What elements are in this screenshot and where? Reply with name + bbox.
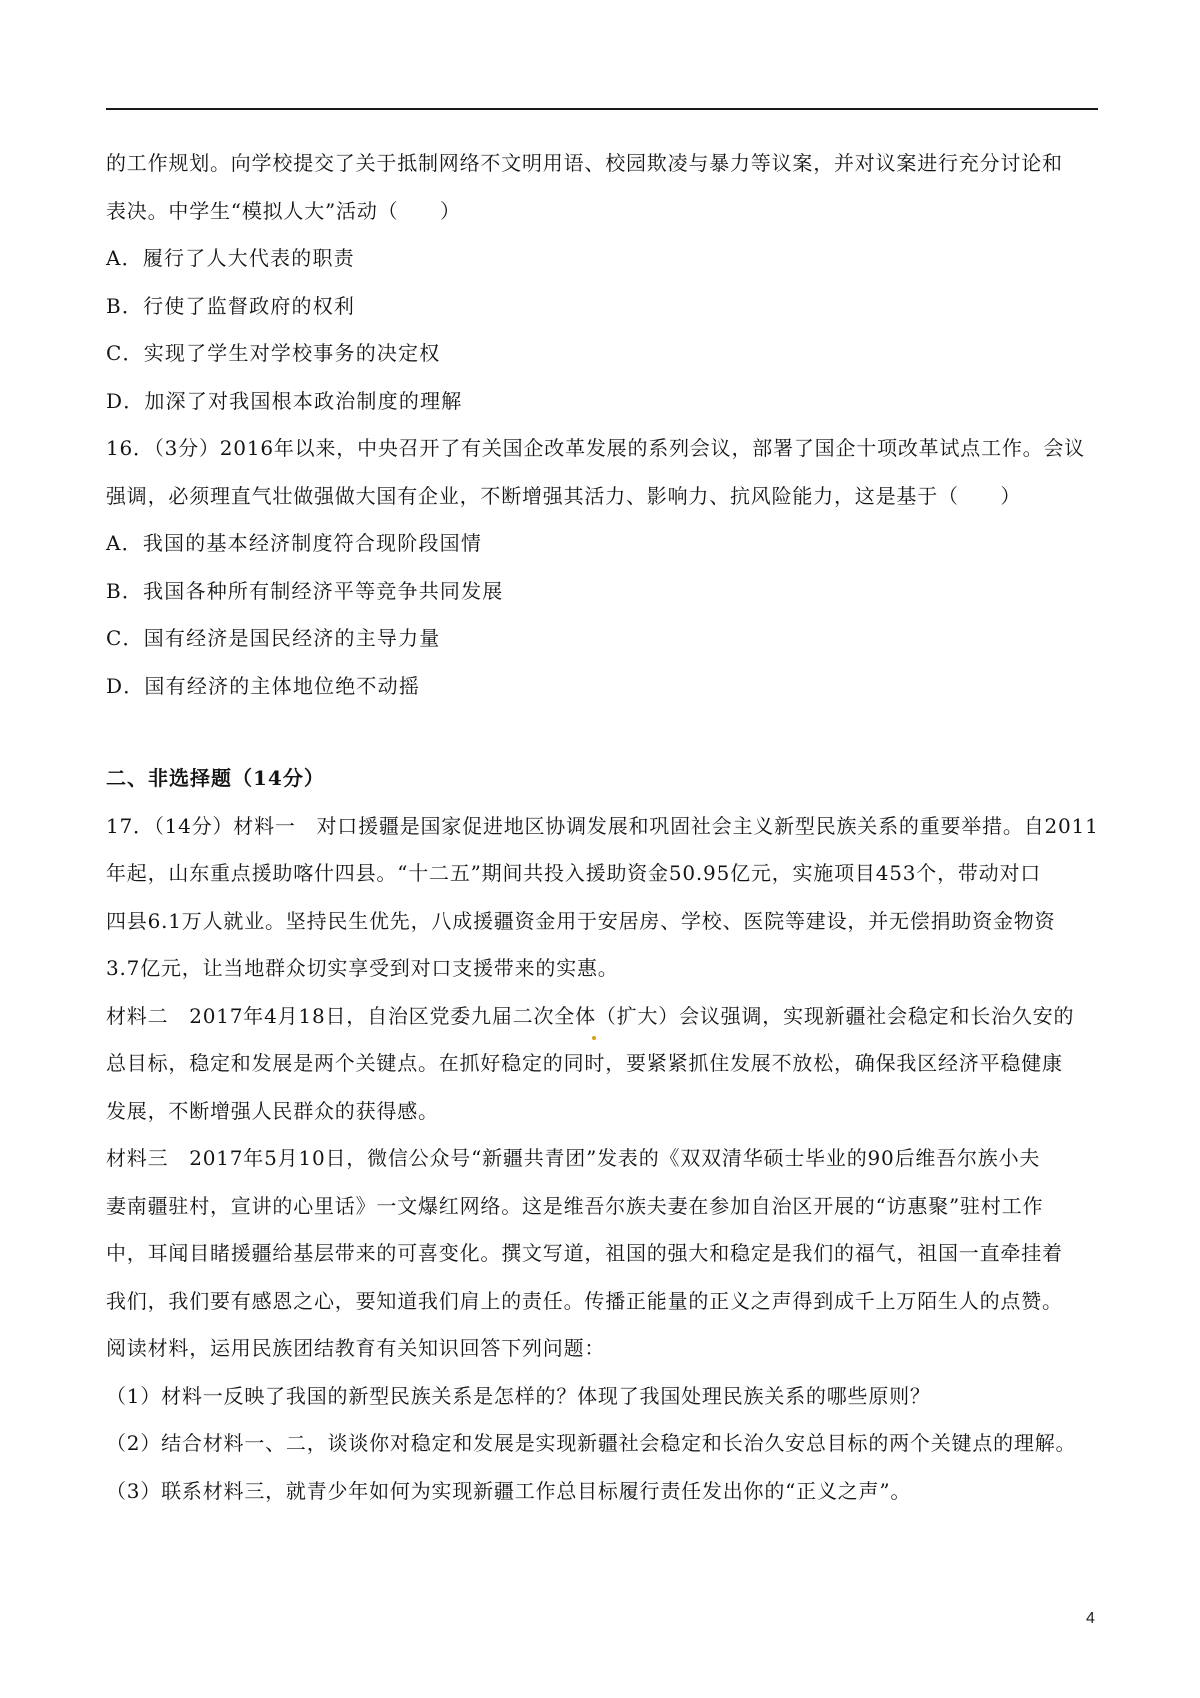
q16-stem-line-1: 16．（3分）2016年以来，中央召开了有关国企改革发展的系列会议，部署了国企十项改革试点工作。会议: [106, 436, 1086, 460]
q17-material2-line-2: 总目标，稳定和发展是两个关键点。在抓好稳定的同时，要紧紧抓住发展不放松，确保我区经济平稳健康: [106, 1051, 1063, 1075]
q15-stem-line-2: 表决。中学生“模拟人大”活动（ ）: [106, 198, 461, 223]
q16-option-c: C．国有经济是国民经济的主导力量: [106, 626, 441, 650]
header-rule: [106, 108, 1098, 110]
q16-option-b: B．我国各种所有制经济平等竞争共同发展: [106, 578, 504, 603]
page-content: [106, 140, 1106, 1515]
section-heading: 二、非选择题（14分）: [106, 766, 325, 790]
q15-stem-line-1: 的工作规划。向学校提交了关于抵制网络不文明用语、校园欺凌与暴力等议案，并对议案进行充分讨论和: [106, 151, 1063, 175]
q15-option-a: A．履行了人大代表的职责: [106, 246, 355, 270]
q17-material1-line-3: 四县6.1万人就业。坚持民生优先，八成援疆资金用于安居房、学校、医院等建设，并无偿捐助资金物资: [106, 908, 1056, 933]
q17-material3-line-3: 中，耳闻目睹援疆给基层带来的可喜变化。撰文写道，祖国的强大和稳定是我们的福气，祖国一直牵挂着: [106, 1241, 1063, 1265]
q17-question-3: （3）联系材料三，就青少年如何为实现新疆工作总目标履行责任发出你的“正义之声”。: [106, 1478, 912, 1503]
q17-material2-line-1: 材料二 2017年4月18日，自治区党委九届二次全体（扩大）会议强调，实现新疆社会稳定和长治久安的: [106, 1003, 1075, 1028]
q17-material2-line-3: 发展，不断增强人民群众的获得感。: [106, 1098, 439, 1123]
q17-material3-line-2: 妻南疆驻村，宣讲的心里话》一文爆红网络。这是维吾尔族夫妻在参加自治区开展的“访惠聚”驻村工作: [106, 1193, 1044, 1218]
q15-option-d: D．加深了对我国根本政治制度的理解: [106, 388, 463, 413]
q17-material1-line-1: 17．（14分）材料一 对口援疆是国家促进地区协调发展和巩固社会主义新型民族关系的重要举措。自2011: [106, 813, 1099, 838]
q15-option-b: B．行使了监督政府的权利: [106, 293, 356, 318]
page-number: 4: [1086, 1610, 1095, 1627]
q17-material1-line-4: 3.7亿元，让当地群众切实享受到对口支援带来的实惠。: [106, 956, 619, 980]
q17-material3-line-4: 我们，我们要有感恩之心，要知道我们肩上的责任。传播正能量的正义之声得到成千上万陌生人的点赞。: [106, 1288, 1063, 1313]
q17-material1-line-2: 年起，山东重点援助喀什四县。“十二五”期间共投入援助资金50.95亿元，实施项目453个，带动对口: [106, 861, 1042, 885]
q16-stem-line-2: 强调，必须理直气壮做强做大国有企业，不断增强其活力、影响力、抗风险能力，这是基于（ ）: [106, 483, 1022, 508]
q17-question-2: （2）结合材料一、二，谈谈你对稳定和发展是实现新疆社会稳定和长治久安总目标的两个关键点的理解。: [106, 1431, 1077, 1455]
q17-prompt: 阅读材料，运用民族团结教育有关知识回答下列问题：: [106, 1336, 606, 1360]
q17-material3-line-1: 材料三 2017年5月10日，微信公众号“新疆共青团”发表的《双双清华硕士毕业的90后维吾尔族小夫: [106, 1146, 1041, 1170]
q16-option-d: D．国有经济的主体地位绝不动摇: [106, 673, 421, 698]
q15-option-c: C．实现了学生对学校事务的决定权: [106, 341, 441, 365]
q17-question-1: （1）材料一反映了我国的新型民族关系是怎样的？体现了我国处理民族关系的哪些原则？: [106, 1383, 931, 1408]
stray-ink-dot: [592, 1036, 596, 1040]
q16-option-a: A．我国的基本经济制度符合现阶段国情: [106, 531, 483, 555]
